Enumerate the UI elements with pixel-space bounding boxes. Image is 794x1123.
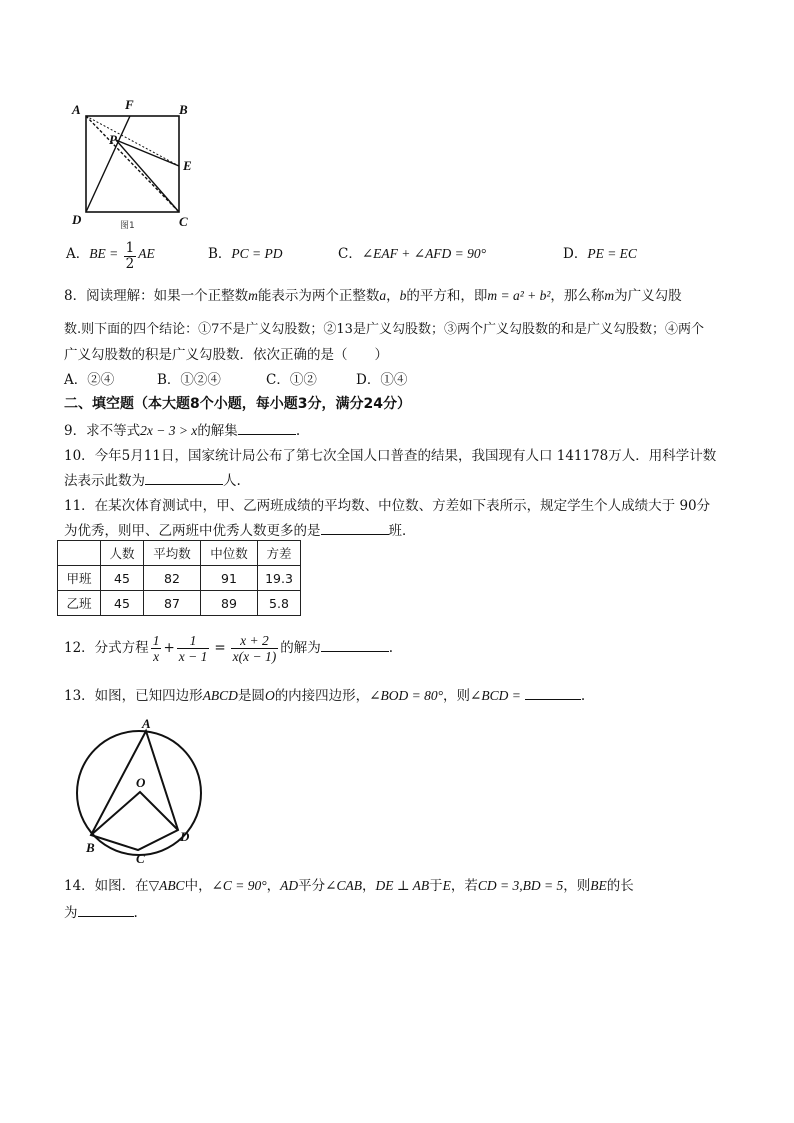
q12 [64, 628, 393, 668]
q14-text-f: 于 [429, 878, 443, 894]
q13-condition: ∠BOD = 80° [369, 688, 444, 703]
label-B: B [86, 840, 95, 855]
q14-triangle: ▽ABC [148, 878, 185, 893]
label-E: E [183, 158, 192, 173]
q7-c-prefix: C． [338, 246, 362, 262]
q14-text-b: 中， [184, 878, 212, 894]
q13-text-d: ，则 [443, 688, 471, 704]
table-header-cell: 方差 [258, 541, 301, 566]
label-O: O [136, 775, 146, 790]
q12-equals: = [214, 640, 226, 656]
table-cell: 19.3 [258, 566, 301, 591]
q14-be: BE [590, 878, 607, 893]
q9-text-b: 的解集 [197, 423, 238, 439]
q13-answer-blank[interactable] [525, 685, 581, 700]
square-figure [66, 94, 206, 230]
q10-answer-blank[interactable] [145, 470, 223, 485]
q14-text-a: 14．如图．在 [64, 878, 149, 894]
q10-text-b: 人. [223, 473, 241, 489]
q14-text-g: ，若 [450, 878, 478, 894]
label-P: P [109, 132, 117, 147]
table-header-cell: 平均数 [144, 541, 201, 566]
q7-option-c [338, 240, 486, 268]
segment-df [86, 116, 130, 212]
q14-answer-blank[interactable] [78, 902, 134, 917]
segment-pc [116, 140, 179, 212]
q14-ad: AD [280, 878, 299, 893]
q7-option-a [66, 240, 155, 272]
q7-a-den: 2 [125, 256, 135, 272]
q8-line-3: 广义勾股数的积是广义勾股数．依次正确的是（ ） [64, 347, 388, 363]
q8-text-d: 的平方和，即 [406, 288, 488, 304]
q14-line-1 [64, 874, 634, 894]
q8-text-c: ， [386, 288, 400, 304]
q12-f3-num: x + 2 [231, 633, 279, 649]
q14-cond-2: CD = 3,BD = 5 [477, 878, 564, 893]
table-row [58, 591, 301, 616]
q8-option-a: A．②④ [64, 372, 115, 388]
table-header-cell: 中位数 [201, 541, 258, 566]
q13-text-c: 的内接四边形， [274, 688, 370, 704]
q8-var-m: m [248, 288, 258, 303]
label-B: B [179, 102, 188, 117]
q9 [64, 419, 300, 439]
table-cell: 89 [201, 591, 258, 616]
q8-text-a: 8．阅读理解：如果一个正整数 [64, 288, 249, 304]
q12-fraction-1 [151, 633, 162, 664]
section-title: 二、填空题（本大题8个小题，每小题3分，满分24分） [64, 396, 411, 412]
q8-text-e: ，那么称 [550, 288, 605, 304]
q9-answer-blank[interactable] [238, 420, 296, 435]
q7-option-d [563, 240, 637, 268]
q12-f2-den: x − 1 [178, 649, 208, 664]
q14-text-d: 平分 [298, 878, 326, 894]
q8-var-m2: m [604, 288, 615, 303]
q7-a-eq: = [105, 246, 122, 261]
table-cell: 87 [144, 591, 201, 616]
label-A: A [72, 102, 81, 117]
q8-option-c: C．①② [266, 372, 317, 388]
label-D: D [180, 829, 190, 844]
q14-line-2 [64, 901, 138, 921]
q13 [64, 684, 585, 704]
q13-text-a: 13．如图，已知四边形 [64, 688, 203, 704]
q13-quad: ABCD [202, 688, 238, 703]
table-row [58, 566, 301, 591]
q11-line-2 [64, 519, 416, 539]
circle-figure [70, 712, 210, 868]
q11-text-b: 班． [388, 523, 416, 539]
table-cell: 45 [101, 566, 144, 591]
q14-text-c: ， [266, 878, 281, 894]
q8-line-1 [64, 284, 682, 304]
q14-text-i: 的长 [606, 878, 634, 894]
score-table [57, 540, 301, 616]
table-header-row [58, 541, 301, 566]
q13-circle-o: O [264, 688, 275, 703]
q13-ask: ∠BCD = [470, 688, 521, 703]
q7-b-prefix: B． [208, 246, 232, 262]
q8-equation: m = a² + b² [487, 288, 551, 303]
q7-b-expr: PC = PD [231, 246, 283, 261]
q7-a-lhs: BE [89, 246, 106, 261]
q8-text-b: 能表示为两个正整数 [257, 288, 380, 304]
q7-a-prefix: A． [66, 246, 90, 262]
q8-text-f: 为广义勾股 [614, 288, 682, 304]
label-D: D [72, 212, 82, 227]
q7-a-num: 1 [125, 240, 135, 256]
q11-line-1: 11．在某次体育测试中，甲、乙两班成绩的平均数、中位数、方差如下表所示，规定学生个人成绩大于 90分 [64, 498, 711, 514]
table-header-cell: 人数 [101, 541, 144, 566]
q7-option-b [208, 240, 283, 268]
table-header-cell [58, 541, 101, 566]
angle-bod [91, 792, 178, 835]
q14-end: . [133, 905, 138, 921]
table-cell: 82 [144, 566, 201, 591]
q10-line-1: 10．今年5月11日，国家统计局公布了第七次全国人口普查的结果，我国现有人口 141178万人．用科学计数 [64, 448, 717, 464]
segment-pe [116, 140, 179, 166]
q10-line-2 [64, 469, 241, 489]
q11-text-a: 为优秀，则甲、乙两班中优秀人数更多的是 [64, 523, 321, 539]
q9-text-a: 9．求不等式 [64, 423, 141, 439]
table-cell: 5.8 [258, 591, 301, 616]
q12-answer-blank[interactable] [321, 637, 389, 652]
q11-answer-blank[interactable] [321, 520, 389, 535]
table-cell: 甲班 [58, 566, 101, 591]
q14-text-e: ， [361, 878, 376, 894]
q7-a-fraction [124, 241, 137, 272]
q9-end: . [295, 423, 301, 439]
segment-ap-c [86, 116, 179, 212]
q14-text-l2: 为 [64, 905, 78, 921]
q8-option-b: B．①②④ [157, 372, 221, 388]
label-F: F [125, 97, 134, 112]
q12-text-a: 12．分式方程 [64, 640, 149, 656]
q12-plus: + [163, 640, 175, 656]
q7-d-prefix: D． [563, 246, 588, 262]
q12-end: . [388, 640, 394, 656]
table-cell: 乙班 [58, 591, 101, 616]
q10-text-a: 法表示此数为 [64, 473, 145, 489]
q12-f3-den: x(x − 1) [232, 649, 277, 664]
q8-var-b: b [399, 288, 407, 303]
q12-text-b: 的解为 [280, 640, 321, 656]
q8-option-d: D．①④ [356, 372, 408, 388]
table-cell: 91 [201, 566, 258, 591]
label-A: A [142, 716, 151, 731]
q12-fraction-3 [231, 633, 279, 664]
q13-text-b: 是圆 [237, 688, 265, 704]
q12-f2-num: 1 [177, 633, 210, 649]
q14-de: DE ⊥ AB [375, 878, 430, 893]
q14-text-h: ，则 [563, 878, 591, 894]
q8-line-2: 数.则下面的四个结论：①7不是广义勾股数；②13是广义勾股数；③两个广义勾股数的和是广义勾股数；④两个 [64, 322, 704, 337]
q12-fraction-2 [177, 633, 210, 664]
q12-f1-num: 1 [152, 633, 160, 648]
q7-d-expr: PE = EC [587, 246, 637, 261]
q12-f1-den: x [153, 649, 160, 664]
q14-cab: ∠CAB [325, 878, 362, 893]
figure-caption: 图1 [120, 221, 135, 230]
label-C: C [136, 851, 145, 866]
q13-end: . [580, 688, 586, 704]
q14-point-e: E [442, 878, 451, 893]
table-cell: 45 [101, 591, 144, 616]
q7-a-rhs: AE [138, 246, 155, 261]
q7-c-expr: ∠EAF + ∠AFD = 90° [361, 246, 487, 261]
quad-abcd [91, 731, 178, 850]
q9-inequality: 2x − 3 > x [140, 423, 198, 438]
label-C: C [179, 214, 188, 229]
q14-cond-1: ∠C = 90° [211, 878, 267, 893]
q8-var-a: a [379, 288, 387, 303]
